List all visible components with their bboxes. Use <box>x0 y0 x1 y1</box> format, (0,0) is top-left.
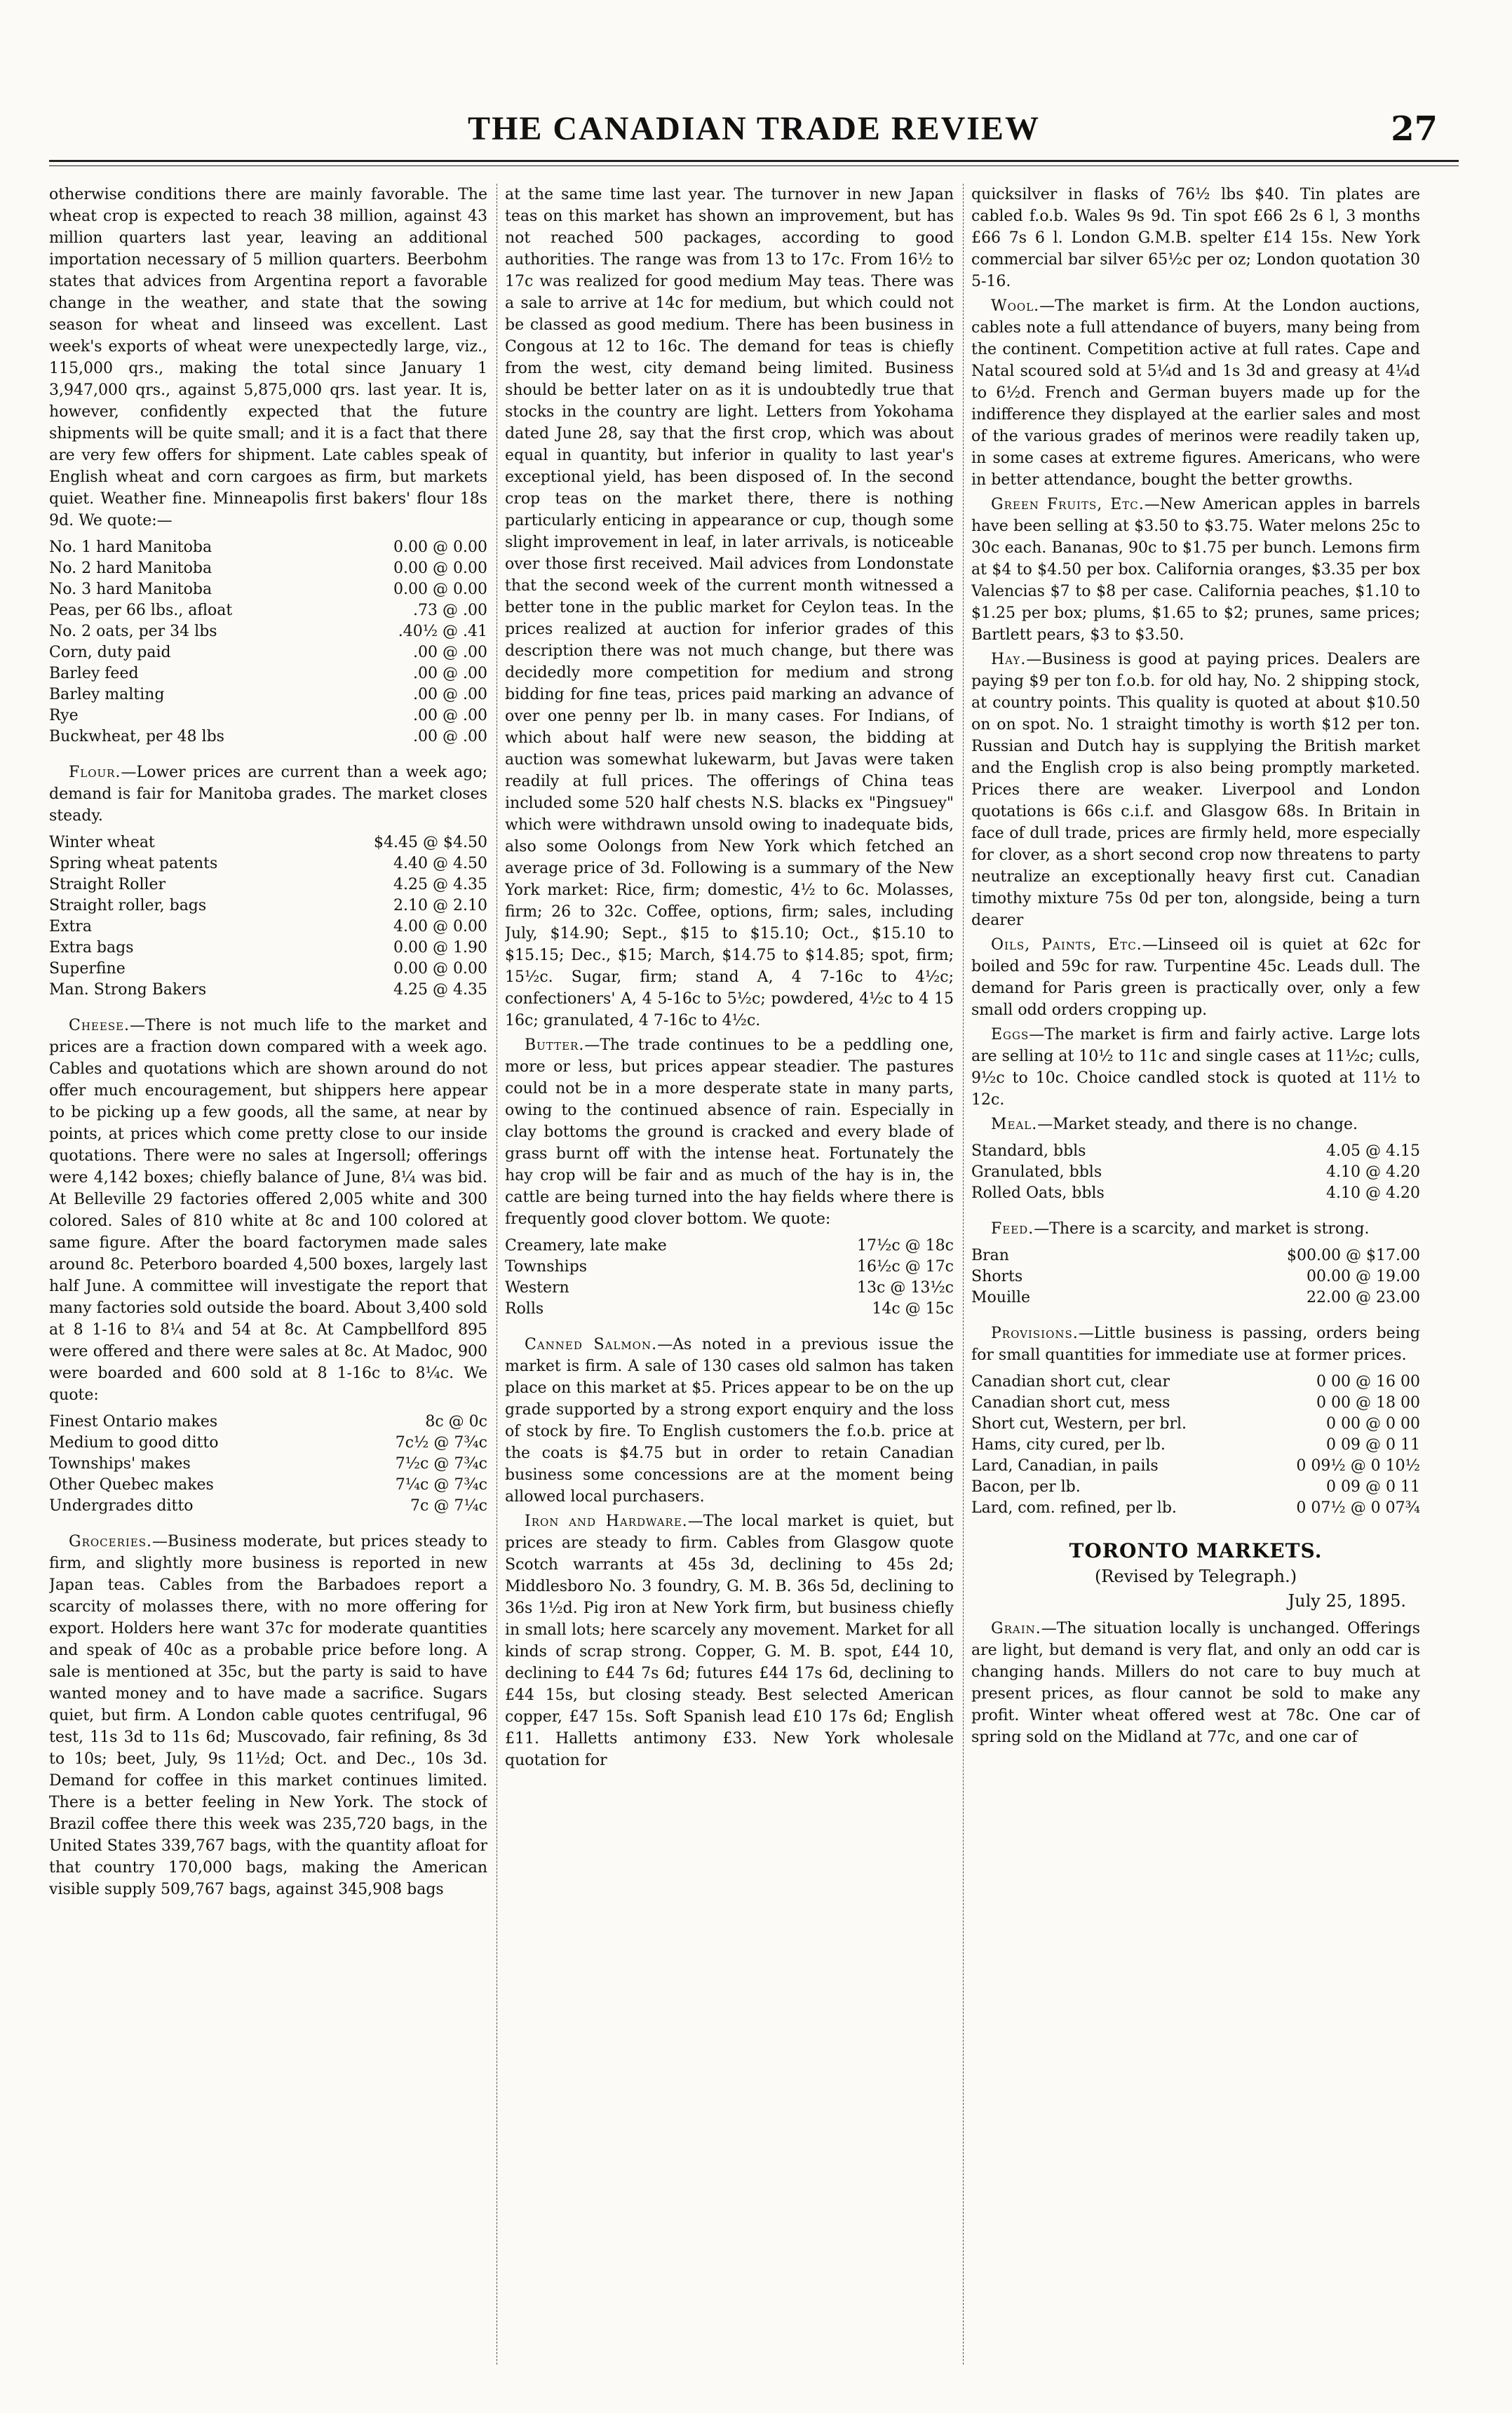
meal-quote-table <box>971 1141 1420 1204</box>
quote-row <box>49 895 487 917</box>
quote-item: Granulated, bbls <box>971 1163 1102 1181</box>
grain-text: —The situation locally is unchanged. Offerings are light, but demand is very flat, and only an odd car is changing hands. Millers do not care to buy much at present prices, as flour cannot be sold to make any profit. Winter wheat offered west at 78c. One car of spring sold on the Midland at 77c, and one car of <box>971 1620 1420 1746</box>
quote-price: 4.25 @ 4.35 <box>393 876 487 893</box>
quote-item: Rye <box>49 707 79 724</box>
meal-report <box>971 1114 1420 1135</box>
grain-heading: Grain. <box>991 1620 1041 1637</box>
quote-price: 00.00 @ 19.00 <box>1307 1268 1420 1285</box>
quote-item: Townships <box>505 1258 588 1276</box>
quote-item: No. 3 hard Manitoba <box>49 581 212 598</box>
feed-quote-table <box>971 1245 1420 1309</box>
quote-row <box>971 1183 1420 1204</box>
provisions-text: —Little business is passing, orders being for small quantities for immediate use at former prices. <box>971 1325 1420 1364</box>
salmon-text: —As noted in a previous issue the market is firm. A sale of 130 cases old salmon has taken place on this market at $5. Prices appear to be on the up grade supported by a strong export enquiry and the loss of stock by fire. To English customers the f.o.b. price at the coats is $4.75 but in order to retain Canadian business some concessions are at the moment being allowed local purchasers. <box>505 1336 954 1506</box>
groceries-text: —Business moderate, but prices steady to firm, and slightly more business is reported in new Japan teas. Cables from the Barbadoes report a scarcity of molasses there, with no more offering for export. Holders here want 37c for moderate quantities and speak of 40c as a probable price before long. A sale is mentioned at 35c, but the party is said to have wanted money and to have made a sacrifice. Sugars quiet, but firm. A London cable quotes centrifugal, 96 test, 11s 3d to 11s 6d; Muscovado, fair refining, 8s 3d to 10s; beet, July, 9s 11½d; Oct. and Dec., 10s 3d. Demand for coffee in this market continues limited. There is a better feeling in New York. The stock of Brazil coffee there this week was 235,720 bags, in the United States 339,767 bags, with the quantity afloat for that country 170,000 bags, making the American visible supply 509,767 bags, against 345,908 bags <box>49 1533 487 1898</box>
quote-price: 0.00 @ 0.00 <box>393 581 487 598</box>
eggs-text: —The market is firm and fairly active. Large lots are selling at 10½ to 11c and single cases at 11½c; culls, 9½c to 10c. Choice candled stock is quoted at 11½ to 12c. <box>971 1026 1420 1109</box>
meal-heading: Meal. <box>991 1116 1038 1133</box>
wool-text: —The market is firm. At the London auctions, cables note a full attendance of buyers, many being from the continent. Competition active at full rates. Cape and Natal scoured sold at 5¼d and 1s 3d and greasy at 4¼d to 6½d. French and German buyers made up for the indifference they displayed at the earlier sales and most of the various grades of merinos were readily taken up, in some cases at extreme figures. Americans, who were in better attendance, bought the better growths. <box>971 297 1420 489</box>
quote-price: .00 @ .00 <box>413 686 487 703</box>
eggs-heading: Eggs <box>991 1026 1030 1043</box>
quote-price: 13c @ 13½c <box>857 1279 954 1297</box>
quote-item: Other Quebec makes <box>49 1476 214 1494</box>
quote-row <box>49 1496 487 1517</box>
metals-report: quicksilver in flasks of 76½ lbs $40. Tin plates are cabled f.o.b. Wales 9s 9d. Tin spot £66 2s 6 l, 3 months £66 7s 6 l. London G.M.B. spelter £14 15s. New York commercial bar silver 65½c per oz; London quotation 30 5-16. <box>971 186 1420 290</box>
iron-text: —The local market is quiet, but prices are steady to firm. Cables from Glasgow quote Scotch warrants at 45s 3d, declining to 45s 2d; Middlesboro No. 3 foundry, G. M. B. 36s 5d, declining to 36s 1½d. Pig iron at New York firm, but business chiefly in small lots; here scarcely any movement. Market for all kinds of scrap strong. Copper, G. M. B. spot, £44 10, declining to £44 7s 6d; futures £44 17s 6d, declining to £44 15s, but closing steady. Best selected American copper, £47 15s. Soft Spanish lead £10 17s 6d; English £11. Halletts antimony £33. New York wholesale quotation for <box>505 1513 954 1769</box>
quote-item: Shorts <box>971 1268 1023 1285</box>
quote-price: 4.10 @ 4.20 <box>1326 1163 1420 1181</box>
butter-text: —The trade continues to be a peddling one, more or less, but prices appear steadier. The pastures could not be in a more desperate state in many parts, owing to the continued absence of rain. Especially in clay bottoms the ground is cracked and every blade of grass burnt off with the intense heat. Fortunately the hay crop will be fair and as much of the hay is in, the cattle are being turned into the hay fields where there is frequently good clover bottom. We quote: <box>505 1036 954 1228</box>
quote-price: 7½c @ 7¾c <box>395 1455 487 1473</box>
quote-row <box>971 1162 1420 1183</box>
quote-item: Corn, duty paid <box>49 644 171 661</box>
groceries-report <box>49 1531 487 1900</box>
toronto-markets-date: July 25, 1895. <box>1288 1591 1406 1611</box>
quote-item: Townships' makes <box>49 1455 191 1473</box>
quote-item: Spring wheat patents <box>49 855 218 872</box>
page-header <box>49 105 1459 161</box>
column-divider <box>963 184 964 2365</box>
quote-item: Canadian short cut, clear <box>971 1373 1170 1391</box>
quote-row <box>971 1393 1420 1414</box>
quote-price: 0 00 @ 0 00 <box>1326 1415 1420 1433</box>
feed-heading: Feed. <box>991 1220 1034 1238</box>
quote-price: 7c @ 7¼c <box>410 1497 487 1515</box>
quote-row <box>49 621 487 642</box>
provisions-quote-table <box>971 1372 1420 1519</box>
quote-row <box>49 726 487 748</box>
quote-price: .00 @ .00 <box>413 707 487 724</box>
cheese-report <box>49 1015 487 1406</box>
quote-price: 7¼c @ 7¾c <box>395 1476 487 1494</box>
quote-item: Mouille <box>971 1289 1031 1306</box>
quote-item: Medium to good ditto <box>49 1434 219 1452</box>
fruits-report <box>971 494 1420 646</box>
quote-price: 16½c @ 17c <box>857 1258 954 1276</box>
quote-row <box>971 1245 1420 1266</box>
quote-item: Lard, com. refined, per lb. <box>971 1499 1177 1517</box>
flour-heading: Flour. <box>69 764 121 781</box>
oils-heading: Oils, Paints, Etc. <box>991 936 1142 954</box>
quote-price: 0.00 @ 0.00 <box>393 560 487 577</box>
column-1 <box>49 184 487 2365</box>
flour-text: —Lower prices are current than a week ago; demand is fair for Manitoba grades. The market closes steady. <box>49 764 487 825</box>
quote-item: Barley malting <box>49 686 165 703</box>
feed-text: —There is a scarcity, and market is strong. <box>1034 1220 1370 1238</box>
quote-row <box>971 1456 1420 1477</box>
publication-title: THE CANADIAN TRADE REVIEW <box>468 110 1040 147</box>
quote-item: Straight roller, bags <box>49 897 207 914</box>
quote-row <box>49 1433 487 1454</box>
quote-price: 4.25 @ 4.35 <box>393 981 487 999</box>
quote-row <box>49 579 487 600</box>
hay-report <box>971 649 1420 931</box>
quote-item: Extra <box>49 918 92 935</box>
flour-quote-table <box>49 832 487 1001</box>
quote-row <box>505 1278 954 1299</box>
quote-item: Peas, per 66 lbs., afloat <box>49 602 233 619</box>
wool-report <box>971 295 1420 491</box>
groceries-heading: Groceries. <box>69 1533 153 1550</box>
header-rule <box>49 160 1459 162</box>
quote-price: 4.40 @ 4.50 <box>393 855 487 872</box>
quote-item: Hams, city cured, per lb. <box>971 1436 1166 1454</box>
hay-heading: Hay. <box>991 651 1027 668</box>
quote-row <box>49 600 487 621</box>
quote-price: .00 @ .00 <box>413 728 487 745</box>
quote-item: Finest Ontario makes <box>49 1413 218 1431</box>
quote-row <box>505 1236 954 1257</box>
quote-item: Short cut, Western, per brl. <box>971 1415 1187 1433</box>
fruits-text: —New American apples in barrels have been selling at $3.50 to $3.75. Water melons 25c to 30c each. Bananas, 90c to $1.75 per bunch. Lemons firm at $4 to $4.50 per box. California oranges, $3.35 per box Valencias $7 to $8 per case. California peaches, $1.10 to $1.25 per box; plums, $1.65 to $2; prunes, same prices; Bartlett pears, $3 to $3.50. <box>971 496 1420 644</box>
quote-price: .40½ @ .41 <box>398 623 487 640</box>
iron-heading: Iron and Hardware. <box>525 1513 688 1530</box>
quote-price: 0 07½ @ 0 07¾ <box>1296 1499 1420 1517</box>
quote-item: Canadian short cut, mess <box>971 1394 1170 1412</box>
quote-item: Western <box>505 1279 569 1297</box>
quote-row <box>49 959 487 980</box>
quote-item: No. 2 hard Manitoba <box>49 560 212 577</box>
quote-row <box>49 980 487 1001</box>
quote-item: Winter wheat <box>49 834 155 851</box>
quote-row <box>971 1141 1420 1162</box>
quote-price: 8c @ 0c <box>425 1413 487 1431</box>
quote-row <box>971 1414 1420 1435</box>
quote-row <box>971 1287 1420 1309</box>
quote-item: Barley feed <box>49 665 139 682</box>
quote-item: No. 1 hard Manitoba <box>49 539 212 556</box>
butter-report <box>505 1034 954 1230</box>
quote-row <box>49 642 487 663</box>
meal-text: —Market steady, and there is no change. <box>1037 1116 1358 1133</box>
quote-row <box>49 663 487 684</box>
salmon-heading: Canned Salmon. <box>525 1336 658 1353</box>
flour-report <box>49 762 487 827</box>
quote-item: Bacon, per lb. <box>971 1478 1081 1496</box>
quote-price: 0.00 @ 0.00 <box>393 539 487 556</box>
quote-row <box>49 1475 487 1496</box>
quote-item: Standard, bbls <box>971 1142 1086 1160</box>
quote-item: Rolls <box>505 1300 544 1318</box>
quote-item: Man. Strong Bakers <box>49 981 207 999</box>
header-rule-thin <box>49 165 1459 166</box>
tea-report: at the same time last year. The turnover in new Japan teas on this market has shown an improvement, but has not reached 500 packages, according to good authorities. The range was from 13 to 17c. From 16½ to 17c was realized for good medium May teas. There was a sale to arrive at 14c for medium, but which could not be classed as good medium. There has been business in Congous at 12 to 16c. The demand for teas is chiefly from the west, city demand being limited. Business should be better later on as it is undoubtedly true that stocks in the country are light. Letters from Yokohama dated June 28, say that the first crop, which was about equal in quantity, but inferior in quality to last year's exceptional yield, has been disposed of. In the second crop teas on the market there, there is nothing particularly enticing in appearance or cup, though some slight improvement in leaf, in later arrivals, is noticeable over those first received. Mail advices from Londonstate that the second week of the current month witnessed a better tone in the public market for Ceylon teas. In the prices realized at auction for inferior grades of this description there was not much change, but there was decidedly more competition for medium and strong bidding for fine teas, prices paid marking an advance of over one penny per lb. in many cases. For Indians, of which about half were new season, the bidding at auction was somewhat lukewarm, but Javas were taken readily at full prices. The offerings of China teas included some 520 half chests N.S. blacks ex "Pingsuey" which were withdrawn unsold owing to inadequate bids, also some Oolongs from New York which fetched an average price of 3d. Following is a summary of the New York market: Rice, firm; domestic, 4½ to 6c. Molasses, firm; 26 to 32c. Coffee, options, firm; sales, including July, $14.90; Sept., $15 to $15.10; Oct., $15.10 to $15.15; Dec., $15; March, $14.75 to $14.85; spot, firm; 15½c. Sugar, firm; stand A, 4 7-16c to 4½c; confectioners' A, 4 5-16c to 5½c; powdered, 4½c to 4 15 16c; granulated, 4 7-16c to 4½c. <box>505 186 954 1029</box>
quote-item: Straight Roller <box>49 876 166 893</box>
quote-price: 4.05 @ 4.15 <box>1326 1142 1420 1160</box>
quote-price: 0 09 @ 0 11 <box>1326 1436 1420 1454</box>
quote-price: .00 @ .00 <box>413 644 487 661</box>
quote-row <box>49 874 487 895</box>
quote-price: 2.10 @ 2.10 <box>393 897 487 914</box>
page-number: 27 <box>1391 109 1438 149</box>
provisions-report <box>971 1323 1420 1366</box>
butter-heading: Butter. <box>525 1036 585 1054</box>
quote-row <box>49 917 487 938</box>
quote-item: Buckwheat, per 48 lbs <box>49 728 224 745</box>
quote-item: Superfine <box>49 960 126 978</box>
quote-price: 4.00 @ 0.00 <box>393 918 487 935</box>
quote-row <box>49 1454 487 1475</box>
feed-report <box>971 1218 1420 1240</box>
cheese-heading: Cheese. <box>69 1017 130 1034</box>
quote-row <box>971 1435 1420 1456</box>
quote-row <box>971 1498 1420 1519</box>
column-3 <box>971 184 1420 2365</box>
quote-price: .73 @ .00 <box>413 602 487 619</box>
oils-report <box>971 934 1420 1021</box>
quote-row <box>49 558 487 579</box>
quote-row <box>49 537 487 558</box>
quote-row <box>971 1372 1420 1393</box>
iron-report <box>505 1510 954 1771</box>
butter-quote-table <box>505 1236 954 1320</box>
toronto-markets-title: TORONTO MARKETS. <box>1069 1539 1323 1562</box>
quote-item: Undergrades ditto <box>49 1497 194 1515</box>
grain-quote-table <box>49 537 487 748</box>
fruits-heading: Green Fruits, Etc. <box>991 496 1145 513</box>
quote-row <box>49 938 487 959</box>
eggs-report <box>971 1024 1420 1111</box>
quote-item: No. 2 oats, per 34 lbs <box>49 623 217 640</box>
quote-item: Bran <box>971 1247 1009 1264</box>
quote-row <box>971 1266 1420 1287</box>
salmon-report <box>505 1334 954 1508</box>
quote-row <box>49 705 487 726</box>
quote-price: 17½c @ 18c <box>857 1237 954 1255</box>
quote-row <box>49 684 487 705</box>
quote-price: 22.00 @ 23.00 <box>1307 1289 1420 1306</box>
grain-report <box>971 1618 1420 1748</box>
quote-item: Extra bags <box>49 939 134 957</box>
cheese-quote-table <box>49 1412 487 1517</box>
quote-price: $00.00 @ $17.00 <box>1287 1247 1420 1264</box>
wheat-report: otherwise conditions there are mainly favorable. The wheat crop is expected to reach 38 million, against 43 million quarters last year, leaving an additional importation necessary of 5 million quarters. Beerbohm states that advices from Argentina report a favorable change in the weather, and state that the sowing season for wheat and linseed was excellent. Last week's exports of wheat were unexpectedly large, viz., 115,000 qrs., making the total since January 1 3,947,000 qrs., against 5,875,000 qrs. last year. It is, however, confidently expected that the future shipments will be quite small; and it is a fact that there are very few offers for shipment. Late cables speak of English wheat and corn cargoes as firm, but markets quiet. Weather fine. Minneapolis first bakers' flour 18s 9d. We quote:— <box>49 186 487 529</box>
quote-item: Lard, Canadian, in pails <box>971 1457 1159 1475</box>
quote-row <box>505 1299 954 1320</box>
quote-price: 0 00 @ 16 00 <box>1316 1373 1420 1391</box>
cheese-text: —There is not much life to the market and prices are a fraction down compared with a week ago. Cables and quotations which are shown around do not offer much encouragement, but shippers here appear to be picking up a few goods, all the same, at near by points, at prices which come pretty close to our inside quotations. There were no sales at Ingersoll; offerings were 4,142 boxes; chiefly balance of June, 8¼ was bid. At Belleville 29 factories offered 2,005 white and 300 colored. Sales of 810 white at 8c and 100 colored at same figure. After the board factorymen made sales around 8c. Peterboro boarded 4,500 boxes, largely last half June. A committee will investigate the report that many factories sold outside the board. About 3,400 sold at 8 1-16 to 8¼ and 54 at 8c. At Campbellford 895 were offered and there were sales at 8c. At Madoc, 900 were boarded and 600 sold at 8 1-16c to 8¼c. We quote: <box>49 1017 487 1404</box>
quote-price: 7c½ @ 7¾c <box>395 1434 487 1452</box>
quote-price: 4.10 @ 4.20 <box>1326 1184 1420 1202</box>
oils-text: —Linseed oil is quiet at 62c for boiled and 59c for raw. Turpentine 45c. Leads dull. The demand for Paris green is practically over, only a few small odd orders cropping up. <box>971 936 1420 1019</box>
quote-price: 0.00 @ 1.90 <box>393 939 487 957</box>
quote-price: 0 00 @ 18 00 <box>1316 1394 1420 1412</box>
quote-item: Creamery, late make <box>505 1237 667 1255</box>
column-2 <box>505 184 954 2365</box>
hay-text: —Business is good at paying prices. Dealers are paying $9 per ton f.o.b. for old hay, No. 2 shipping stock, at country points. This quality is quoted at about $10.50 on on spot. No. 1 straight timothy is worth $12 per ton. Russian and Dutch hay is supplying the British market and the English crop is also being promptly marketed. Prices there are weaker. Liverpool and London quotations is 66s c.i.f. and Glasgow 68s. In Britain in face of dull trade, prices are firmly held, more especially for clover, as a short second crop now threatens to party neutralize an exceptionally heavy first cut. Canadian timothy mixture 75s 0d per ton, alongside, being a turn dearer <box>971 651 1420 929</box>
quote-price: 0 09½ @ 0 10½ <box>1296 1457 1420 1475</box>
quote-row <box>49 832 487 853</box>
quote-row <box>505 1257 954 1278</box>
quote-item: Rolled Oats, bbls <box>971 1184 1105 1202</box>
quote-row <box>971 1477 1420 1498</box>
quote-price: .00 @ .00 <box>413 665 487 682</box>
quote-price: 0.00 @ 0.00 <box>393 960 487 978</box>
quote-price: 0 09 @ 0 11 <box>1326 1478 1420 1496</box>
quote-price: 14c @ 15c <box>872 1300 954 1318</box>
quote-price: $4.45 @ $4.50 <box>374 834 487 851</box>
quote-row <box>49 853 487 874</box>
wool-heading: Wool. <box>991 297 1040 315</box>
quote-row <box>49 1412 487 1433</box>
toronto-markets-subtitle: (Revised by Telegraph.) <box>1094 1567 1297 1586</box>
provisions-heading: Provisions. <box>991 1325 1079 1342</box>
